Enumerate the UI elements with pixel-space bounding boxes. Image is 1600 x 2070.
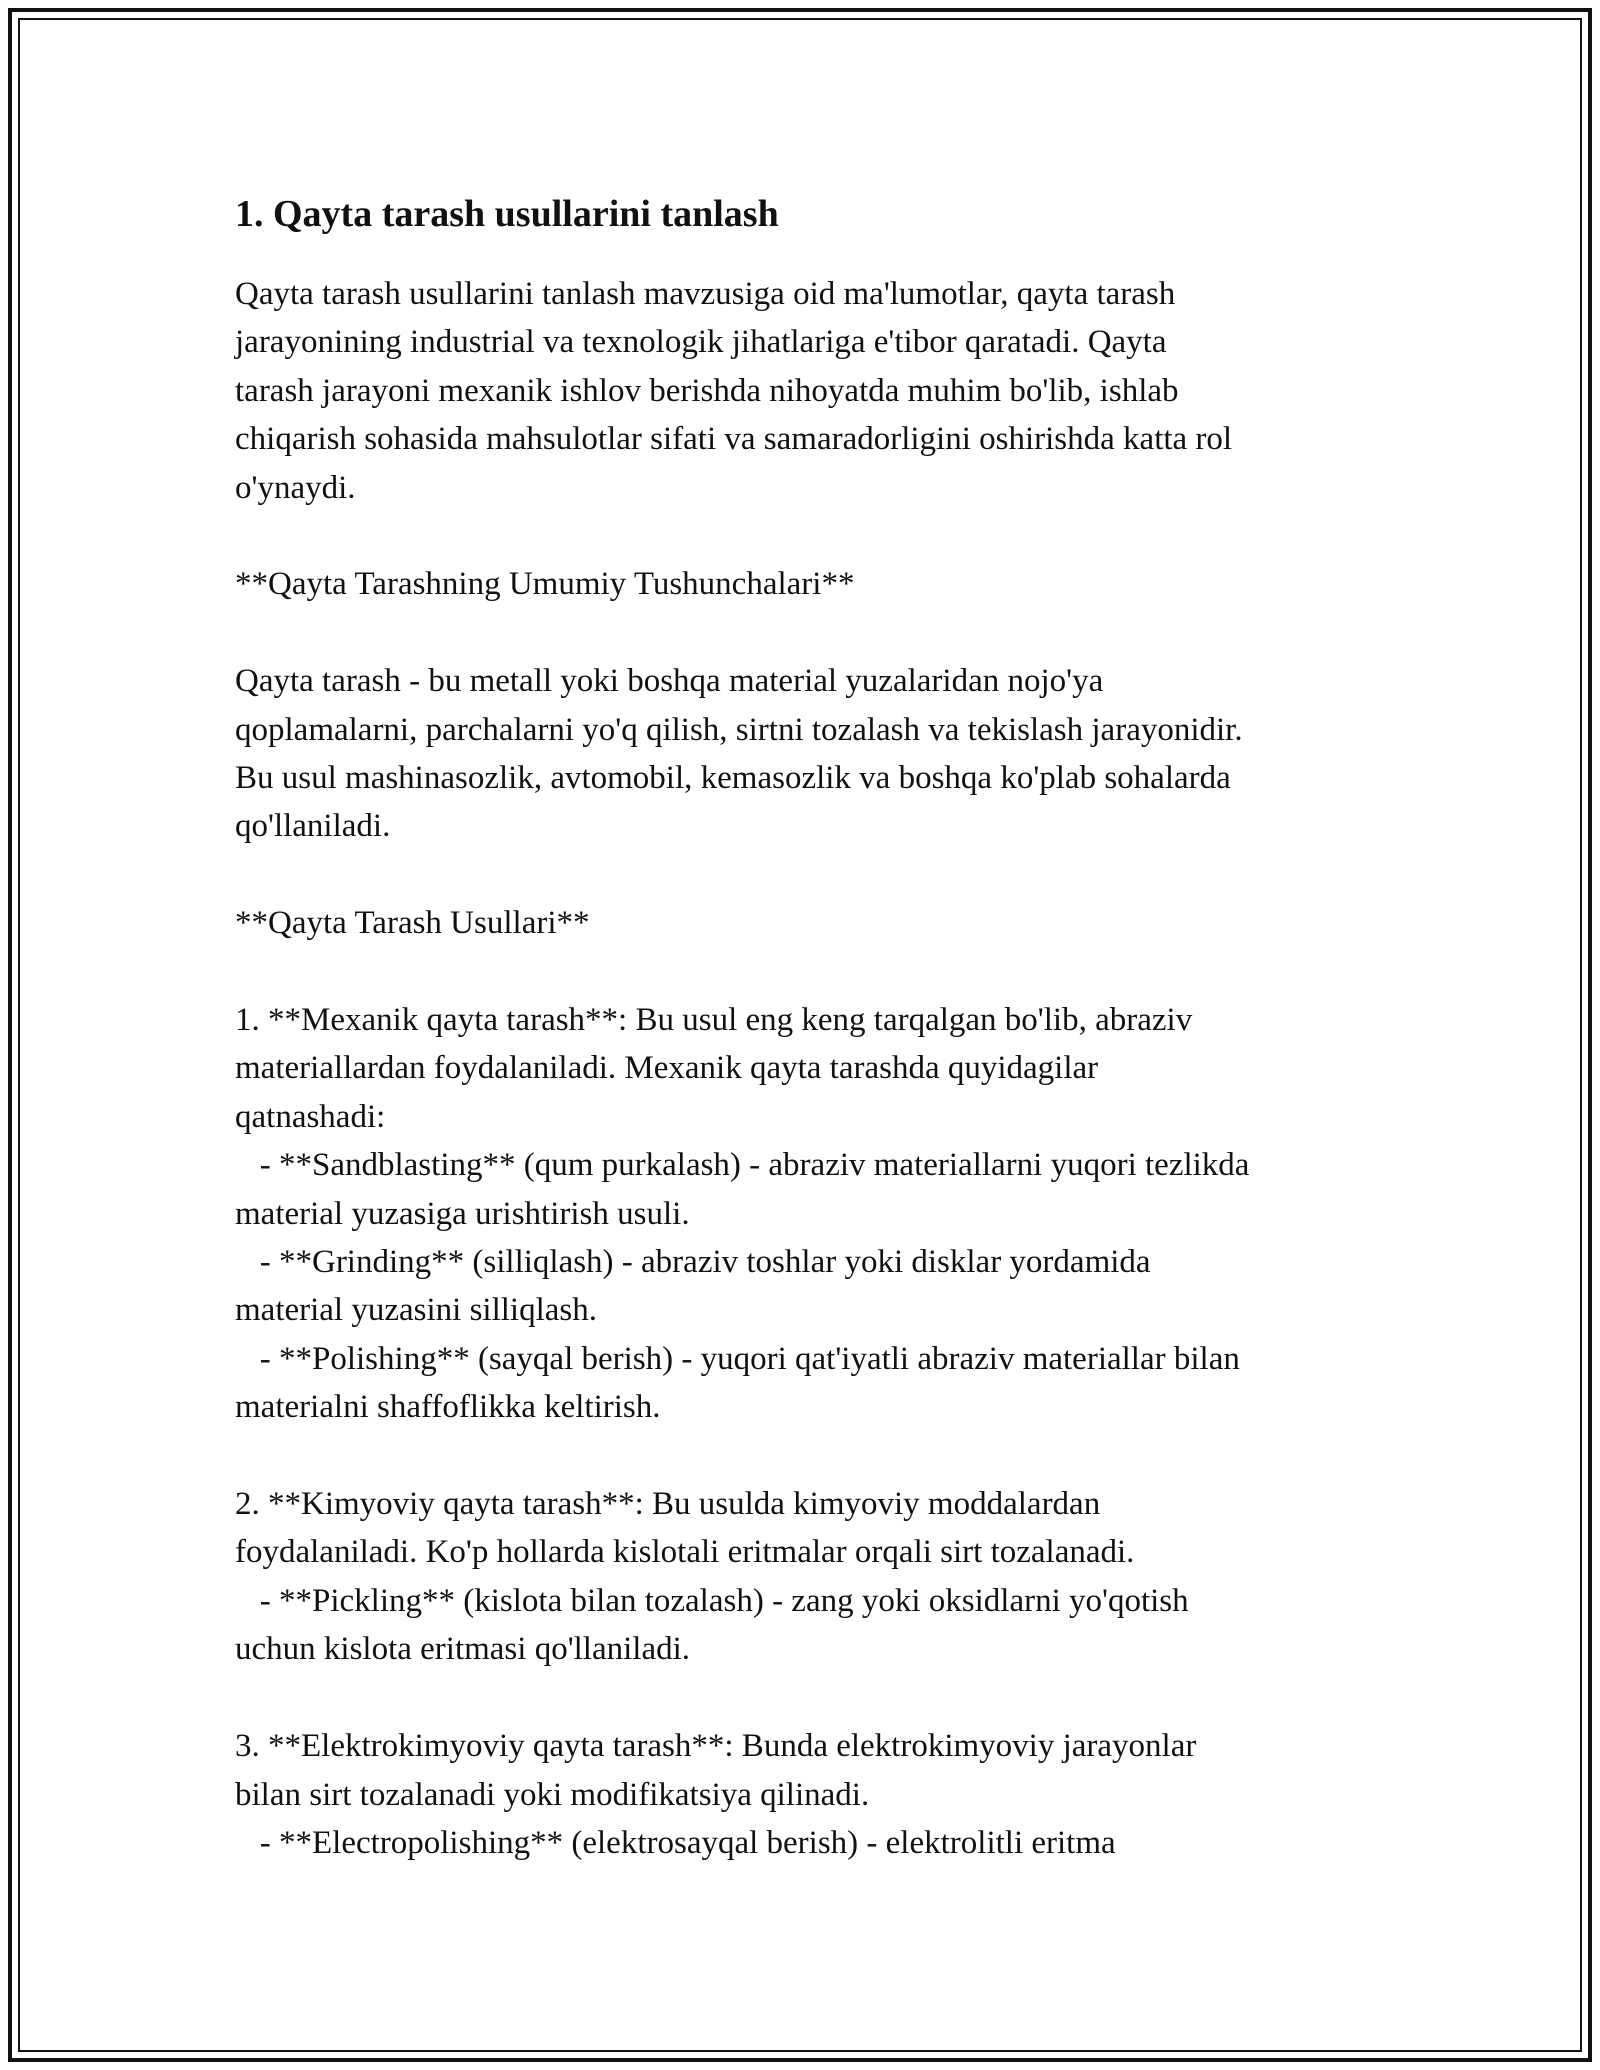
text-line: uchun kislota eritmasi qo'llaniladi. bbox=[235, 1631, 691, 1668]
list-item: 2. **Kimyoviy qayta tarash**: Bu usulda kimyoviy moddalardan bbox=[235, 1486, 1101, 1523]
text-line: materiallardan foydalaniladi. Mexanik qayta tarashda quyidagilar bbox=[235, 1050, 1099, 1087]
blank-line bbox=[235, 609, 1365, 657]
text-line: qatnashadi: bbox=[235, 1098, 386, 1135]
blank-line bbox=[235, 948, 1365, 996]
text-line: Qayta tarash - bu metall yoki boshqa material yuzalaridan nojo'ya bbox=[235, 663, 1104, 700]
text-line: jarayonining industrial va texnologik jihatlariga e'tibor qaratadi. Qayta bbox=[235, 324, 1167, 361]
list-item: 3. **Elektrokimyoviy qayta tarash**: Bunda elektrokimyoviy jarayonlar bbox=[235, 1728, 1197, 1765]
blank-line bbox=[235, 1432, 1365, 1480]
sub-list-item: - **Grinding** (silliqlash) - abraziv toshlar yoki disklar yordamida bbox=[235, 1244, 1151, 1281]
sub-list-item: - **Sandblasting** (qum purkalash) - abraziv materiallarni yuqori tezlikda bbox=[235, 1147, 1250, 1184]
blank-line bbox=[235, 851, 1365, 899]
list-item: 1. **Mexanik qayta tarash**: Bu usul eng keng tarqalgan bo'lib, abraziv bbox=[235, 1002, 1193, 1039]
text-line: foydalaniladi. Ko'p hollarda kislotali eritmalar orqali sirt tozalanadi. bbox=[235, 1534, 1135, 1571]
text-line: bilan sirt tozalanadi yoki modifikatsiya qilinadi. bbox=[235, 1776, 870, 1813]
text-line: qoplamalarni, parchalarni yo'q qilish, sirtni tozalash va tekislash jarayonidir. bbox=[235, 711, 1243, 748]
section-heading: **Qayta Tarashning Umumiy Tushunchalari** bbox=[235, 566, 855, 603]
text-line: qo'llaniladi. bbox=[235, 808, 391, 845]
sub-list-item: - **Electropolishing** (elektrosayqal berish) - elektrolitli eritma bbox=[235, 1824, 1116, 1861]
text-line: o'ynaydi. bbox=[235, 469, 356, 506]
text-line: Bu usul mashinasozlik, avtomobil, kemasozlik va boshqa ko'plab sohalarda bbox=[235, 760, 1231, 797]
sub-list-item: - **Polishing** (sayqal berish) - yuqori qat'iyatli abraziv materiallar bilan bbox=[235, 1340, 1240, 1377]
document-title: 1. Qayta tarash usullarini tanlash bbox=[235, 193, 779, 235]
document-body bbox=[235, 190, 1365, 1867]
document-text bbox=[235, 270, 1365, 1867]
text-line: material yuzasiga urishtirish usuli. bbox=[235, 1195, 690, 1232]
text-line: material yuzasini silliqlash. bbox=[235, 1292, 598, 1329]
text-line: chiqarish sohasida mahsulotlar sifati va samaradorligini oshirishda katta rol bbox=[235, 421, 1233, 458]
section-heading: **Qayta Tarash Usullari** bbox=[235, 905, 590, 942]
text-line: tarash jarayoni mexanik ishlov berishda nihoyatda muhim bo'lib, ishlab bbox=[235, 372, 1179, 409]
text-line: Qayta tarash usullarini tanlash mavzusiga oid ma'lumotlar, qayta tarash bbox=[235, 276, 1176, 312]
sub-list-item: - **Pickling** (kislota bilan tozalash) - zang yoki oksidlarni yo'qotish bbox=[235, 1582, 1189, 1619]
blank-line bbox=[235, 1674, 1365, 1722]
text-line: materialni shaffoflikka keltirish. bbox=[235, 1389, 661, 1426]
blank-line bbox=[235, 512, 1365, 560]
